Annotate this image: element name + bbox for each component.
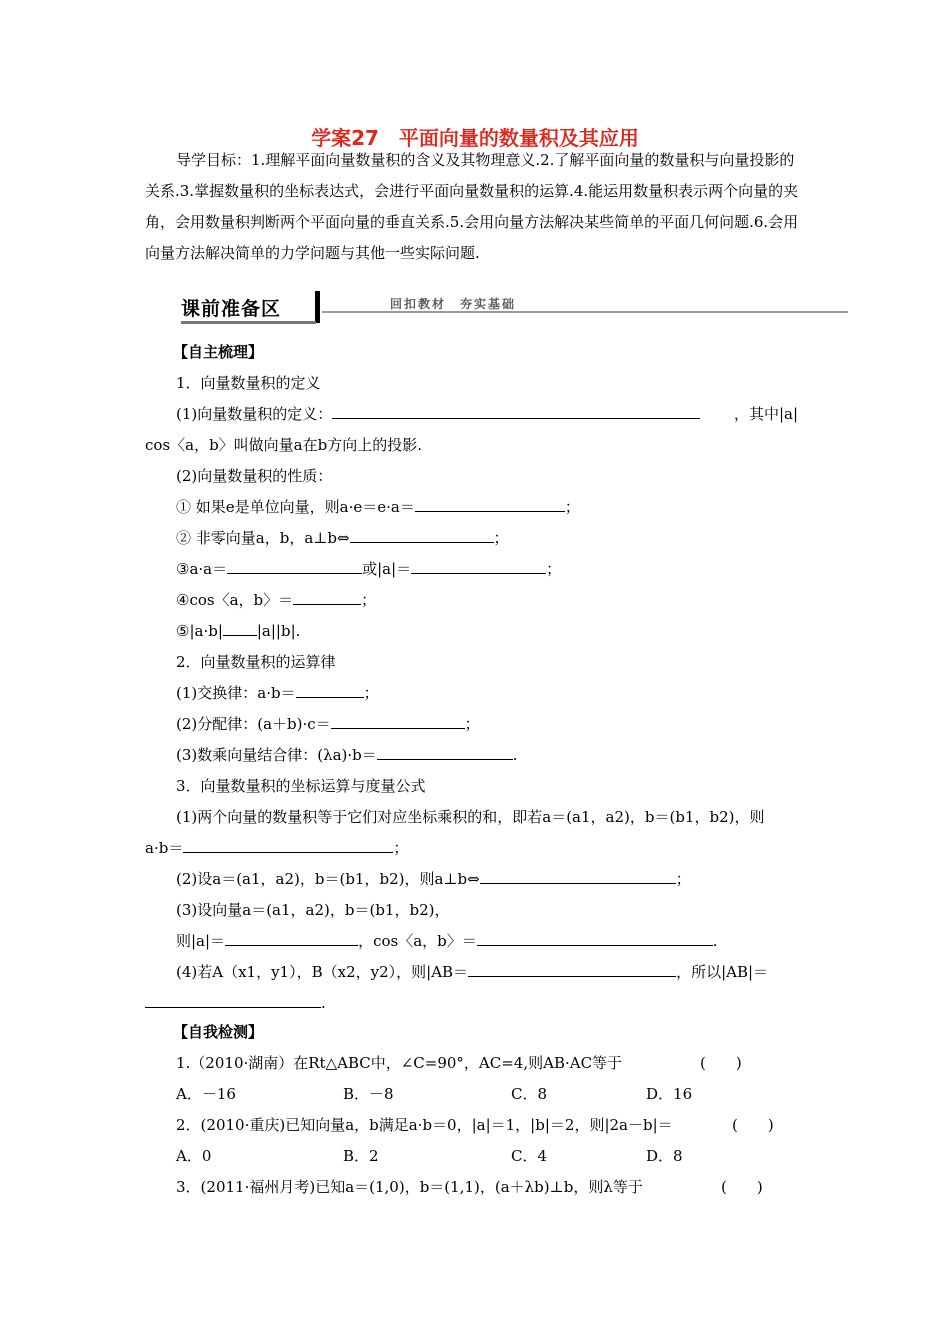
s1-heading: 1．向量数量积的定义 (176, 374, 321, 392)
s1-prop3-text-b: 或|a|＝ (362, 560, 412, 578)
s2-rule2-text: (2)分配律：(a＋b)·c＝ (176, 715, 331, 733)
s2-rule3-text: (3)数乘向量结合律：(λa)·b＝ (176, 746, 377, 764)
q1-stem: 1.（2010·湖南）在Rt△ABC中，∠C=90°，AC=4,则AB·AC等于 (176, 1054, 623, 1072)
q2-option-b[interactable]: B．2 (343, 1147, 379, 1165)
s3-c3b-text: ，cos〈a，b〉＝ (358, 932, 477, 950)
s2-rule3: (3)数乘向量结合律：(λa)·b＝ . (176, 746, 518, 764)
banner-divider (315, 291, 320, 323)
s1-prop4: ④cos〈a，b〉＝ ； (176, 591, 377, 609)
section-self-review: 【自主梳理】 (173, 343, 264, 361)
q1-answer-paren[interactable]: ( ) (700, 1054, 742, 1072)
s1-prop4-text: ④cos〈a，b〉＝ (176, 591, 294, 609)
s3-c4-text: (4)若A（x1，y1），B（x2，y2），则|AB＝ (176, 963, 469, 981)
blank-definition[interactable] (332, 404, 700, 419)
blank-c3b[interactable] (477, 931, 713, 946)
q2-answer-paren[interactable]: ( ) (732, 1116, 774, 1134)
blank-c4a[interactable] (468, 962, 676, 977)
s3-c2-text: (2)设a＝(a1，a2)，b＝(b1，b2)，则a⊥b⇔ (176, 870, 480, 888)
s1-prop5-text-b: |a||b|. (256, 622, 301, 640)
s1-def-line (176, 404, 700, 424)
s3-c3: (3)设向量a＝(a1，a2)，b＝(b1，b2)， (176, 901, 450, 919)
blank-prop3a[interactable] (227, 559, 362, 574)
banner-underline (181, 321, 316, 324)
s1-projection: cos〈a，b〉叫做向量a在b方向上的投影. (145, 436, 422, 454)
s1-def-label: (1)向量数量积的定义： (176, 405, 333, 423)
s2-rule2: (2)分配律：(a＋b)·c＝ ； (176, 715, 480, 733)
s1-prop3-text-a: ③a·a＝ (176, 560, 228, 578)
s1-prop1: ① 如果e是单位向量，则a·e＝e·a＝ ； (176, 498, 580, 516)
s1-props-label: (2)向量数量积的性质： (176, 467, 333, 485)
s1-prop3: ③a·a＝ 或|a|＝ ； (176, 560, 562, 578)
q1-option-b[interactable]: B．－8 (343, 1085, 394, 1103)
s3-c2: (2)设a＝(a1，a2)，b＝(b1，b2)，则a⊥b⇔ ； (176, 870, 691, 888)
q3-answer-paren[interactable]: ( ) (721, 1178, 763, 1196)
s1-prop1-text: ① 如果e是单位向量，则a·e＝e·a＝ (176, 498, 415, 516)
blank-prop2[interactable] (350, 528, 494, 543)
blank-c3a[interactable] (225, 931, 358, 946)
blank-rule1[interactable] (296, 683, 364, 698)
learning-goals: 导学目标：1.理解平面向量数量积的含义及其物理意义.2.了解平面向量的数量积与向量投影的关系.3.掌握数量积的坐标表达式，会进行平面向量数量积的运算.4.能运用数量积表示两个向量的夹角，会用数量积判断两个平面向量的垂直关系.5.会用向量方法解决某些简单的平面几何问题.6.会用向量方法解决简单的力学问题与其他一些实际问题. (145, 151, 799, 262)
s3-c1: (1)两个向量的数量积等于它们对应坐标乘积的和，即若a＝(a1，a2)，b＝(b1，b2)，则 (176, 808, 765, 826)
blank-c2[interactable] (480, 869, 676, 884)
section-self-check: 【自我检测】 (173, 1023, 264, 1041)
s2-heading: 2．向量数量积的运算律 (176, 653, 336, 671)
blank-prop4[interactable] (293, 590, 361, 605)
blank-rule3[interactable] (377, 745, 513, 760)
blank-prop3b[interactable] (411, 559, 546, 574)
s3-c3-line: 则|a|＝ ，cos〈a，b〉＝ . (176, 932, 718, 950)
s3-c1b: a·b＝ ； (145, 839, 409, 857)
page-title: 学案27 平面向量的数量积及其应用 (311, 126, 639, 150)
q1-option-d[interactable]: D．16 (646, 1085, 693, 1103)
s1-prop2-text: ② 非零向量a，b，a⊥b⇔ (176, 529, 350, 547)
blank-prop5[interactable] (223, 621, 257, 636)
blank-prop1[interactable] (415, 497, 565, 512)
blank-c4b[interactable] (145, 993, 321, 1008)
s2-rule1: (1)交换律：a·b＝ ； (176, 684, 379, 702)
q1-option-c[interactable]: C．8 (511, 1085, 548, 1103)
s3-c3a-text: 则|a|＝ (176, 932, 226, 950)
q1-option-a[interactable]: A．－16 (176, 1085, 236, 1103)
blank-rule2[interactable] (331, 714, 465, 729)
q2-stem: 2．(2010·重庆)已知向量a，b满足a·b＝0，|a|＝1，|b|＝2，则|2a－b|＝ (176, 1116, 673, 1134)
q2-option-d[interactable]: D．8 (646, 1147, 683, 1165)
q2-option-a[interactable]: A．0 (176, 1147, 212, 1165)
s3-c1b-text: a·b＝ (145, 839, 184, 857)
q2-option-c[interactable]: C．4 (511, 1147, 548, 1165)
s2-rule1-text: (1)交换律：a·b＝ (176, 684, 296, 702)
s1-def-tail: ，其中|a| (734, 405, 799, 423)
banner-subtitle: 回扣教材 夯实基础 (390, 297, 517, 311)
s1-prop5 (176, 621, 300, 641)
s3-c4b-text: ，所以|AB|＝ (676, 963, 769, 981)
s1-prop5-text-a: ⑤|a·b| (176, 622, 223, 640)
blank-c1[interactable] (183, 838, 393, 853)
s1-prop2: ② 非零向量a，b，a⊥b⇔ ； (176, 529, 509, 547)
s3-c4 (176, 962, 768, 982)
s3-heading: 3．向量数量积的坐标运算与度量公式 (176, 777, 426, 795)
q3-stem: 3．(2011·福州月考)已知a＝(1,0)，b＝(1,1)，(a＋λb)⊥b，则λ等于 (176, 1178, 643, 1196)
s3-c4-cont: . (145, 993, 326, 1013)
banner-title: 课前准备区 (181, 298, 282, 320)
